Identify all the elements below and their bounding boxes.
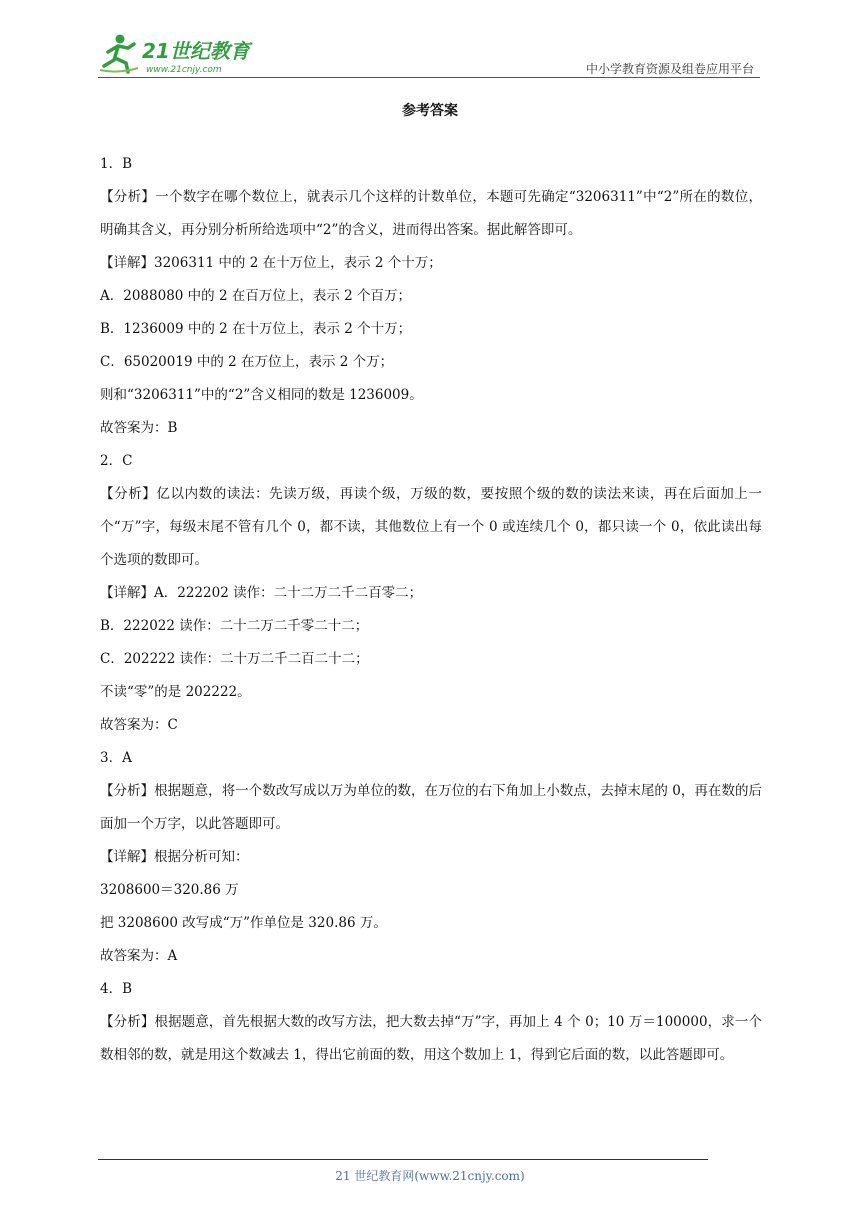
logo-sub-text: www.21cnjy.com [146,65,222,75]
analysis-paragraph: 【分析】亿以内数的读法：先读万级，再读个级，万级的数，要按照个级的数的读法来读，再在后面加上一个“万”字，每级末尾不管有几个 0，都不读，其他数位上有一个 0 或连续几个 0，都只读一个 0，依此读出每个选项的数即可。 [100,486,762,568]
answer-line: 4．B [100,981,133,997]
analysis-paragraph: 【分析】一个数字在哪个数位上，就表示几个这样的计数单位，本题可先确定“3206311”中“2”所在的数位，明确其含义，再分别分析所给选项中“2”的含义，进而得出答案。据此解答即可。 [100,189,762,238]
answer-line: 不读“零”的是 202222。 [100,684,251,700]
answer-line: 故答案为：C [100,717,178,733]
footer-link[interactable]: 21 世纪教育网(www.21cnjy.com) [335,1169,525,1183]
answer-line: C．65020019 中的 2 在万位上，表示 2 个万； [100,354,394,370]
header-divider [98,77,760,78]
logo-21cnjy [98,30,268,76]
page-title: 参考答案 [402,103,458,119]
platform-name: 中小学教育资源及组卷应用平台 [585,62,754,76]
answer-line: 3．A [100,750,132,766]
logo-main-text: 21世纪教育 [142,39,250,63]
answer-line: B．1236009 中的 2 在十万位上，表示 2 个十万； [100,321,412,337]
footer-divider [98,1159,708,1160]
answer-line: C．202222 读作：二十万二千二百二十二； [100,651,369,667]
answer-line: 1．B [100,156,133,172]
answer-line: A．2088080 中的 2 在百万位上，表示 2 个百万； [100,288,412,304]
answer-content [100,148,762,1072]
answer-line: B．222022 读作：二十二万二千零二十二； [100,618,369,634]
analysis-paragraph: 【分析】根据题意，首先根据大数的改写方法，把大数去掉“万”字，再加上 4 个 0；10 万＝100000，求一个数相邻的数，就是用这个数减去 1，得出它前面的数，用这个数加上 1，得到它后面的数，以此答题即可。 [100,1014,762,1063]
answer-line: 【详解】根据分析可知： [100,849,249,865]
answer-line: 故答案为：A [100,948,178,964]
answer-line: 【详解】3206311 中的 2 在十万位上，表示 2 个十万； [100,255,442,271]
answer-line: 则和“3206311”中的“2”含义相同的数是 1236009。 [100,387,423,403]
answer-line: 3208600＝320.86 万 [100,882,239,898]
answer-line: 把 3208600 改写成“万”作单位是 320.86 万。 [100,915,387,931]
analysis-paragraph: 【分析】根据题意，将一个数改写成以万为单位的数，在万位的右下角加上小数点，去掉末尾的 0，再在数的后面加一个万字，以此答题即可。 [100,783,762,832]
answer-line: 2．C [100,453,133,469]
page-header [98,30,758,78]
answer-line: 故答案为：B [100,420,178,436]
answer-line: 【详解】A．222202 读作：二十二万二千二百零二； [100,585,423,601]
